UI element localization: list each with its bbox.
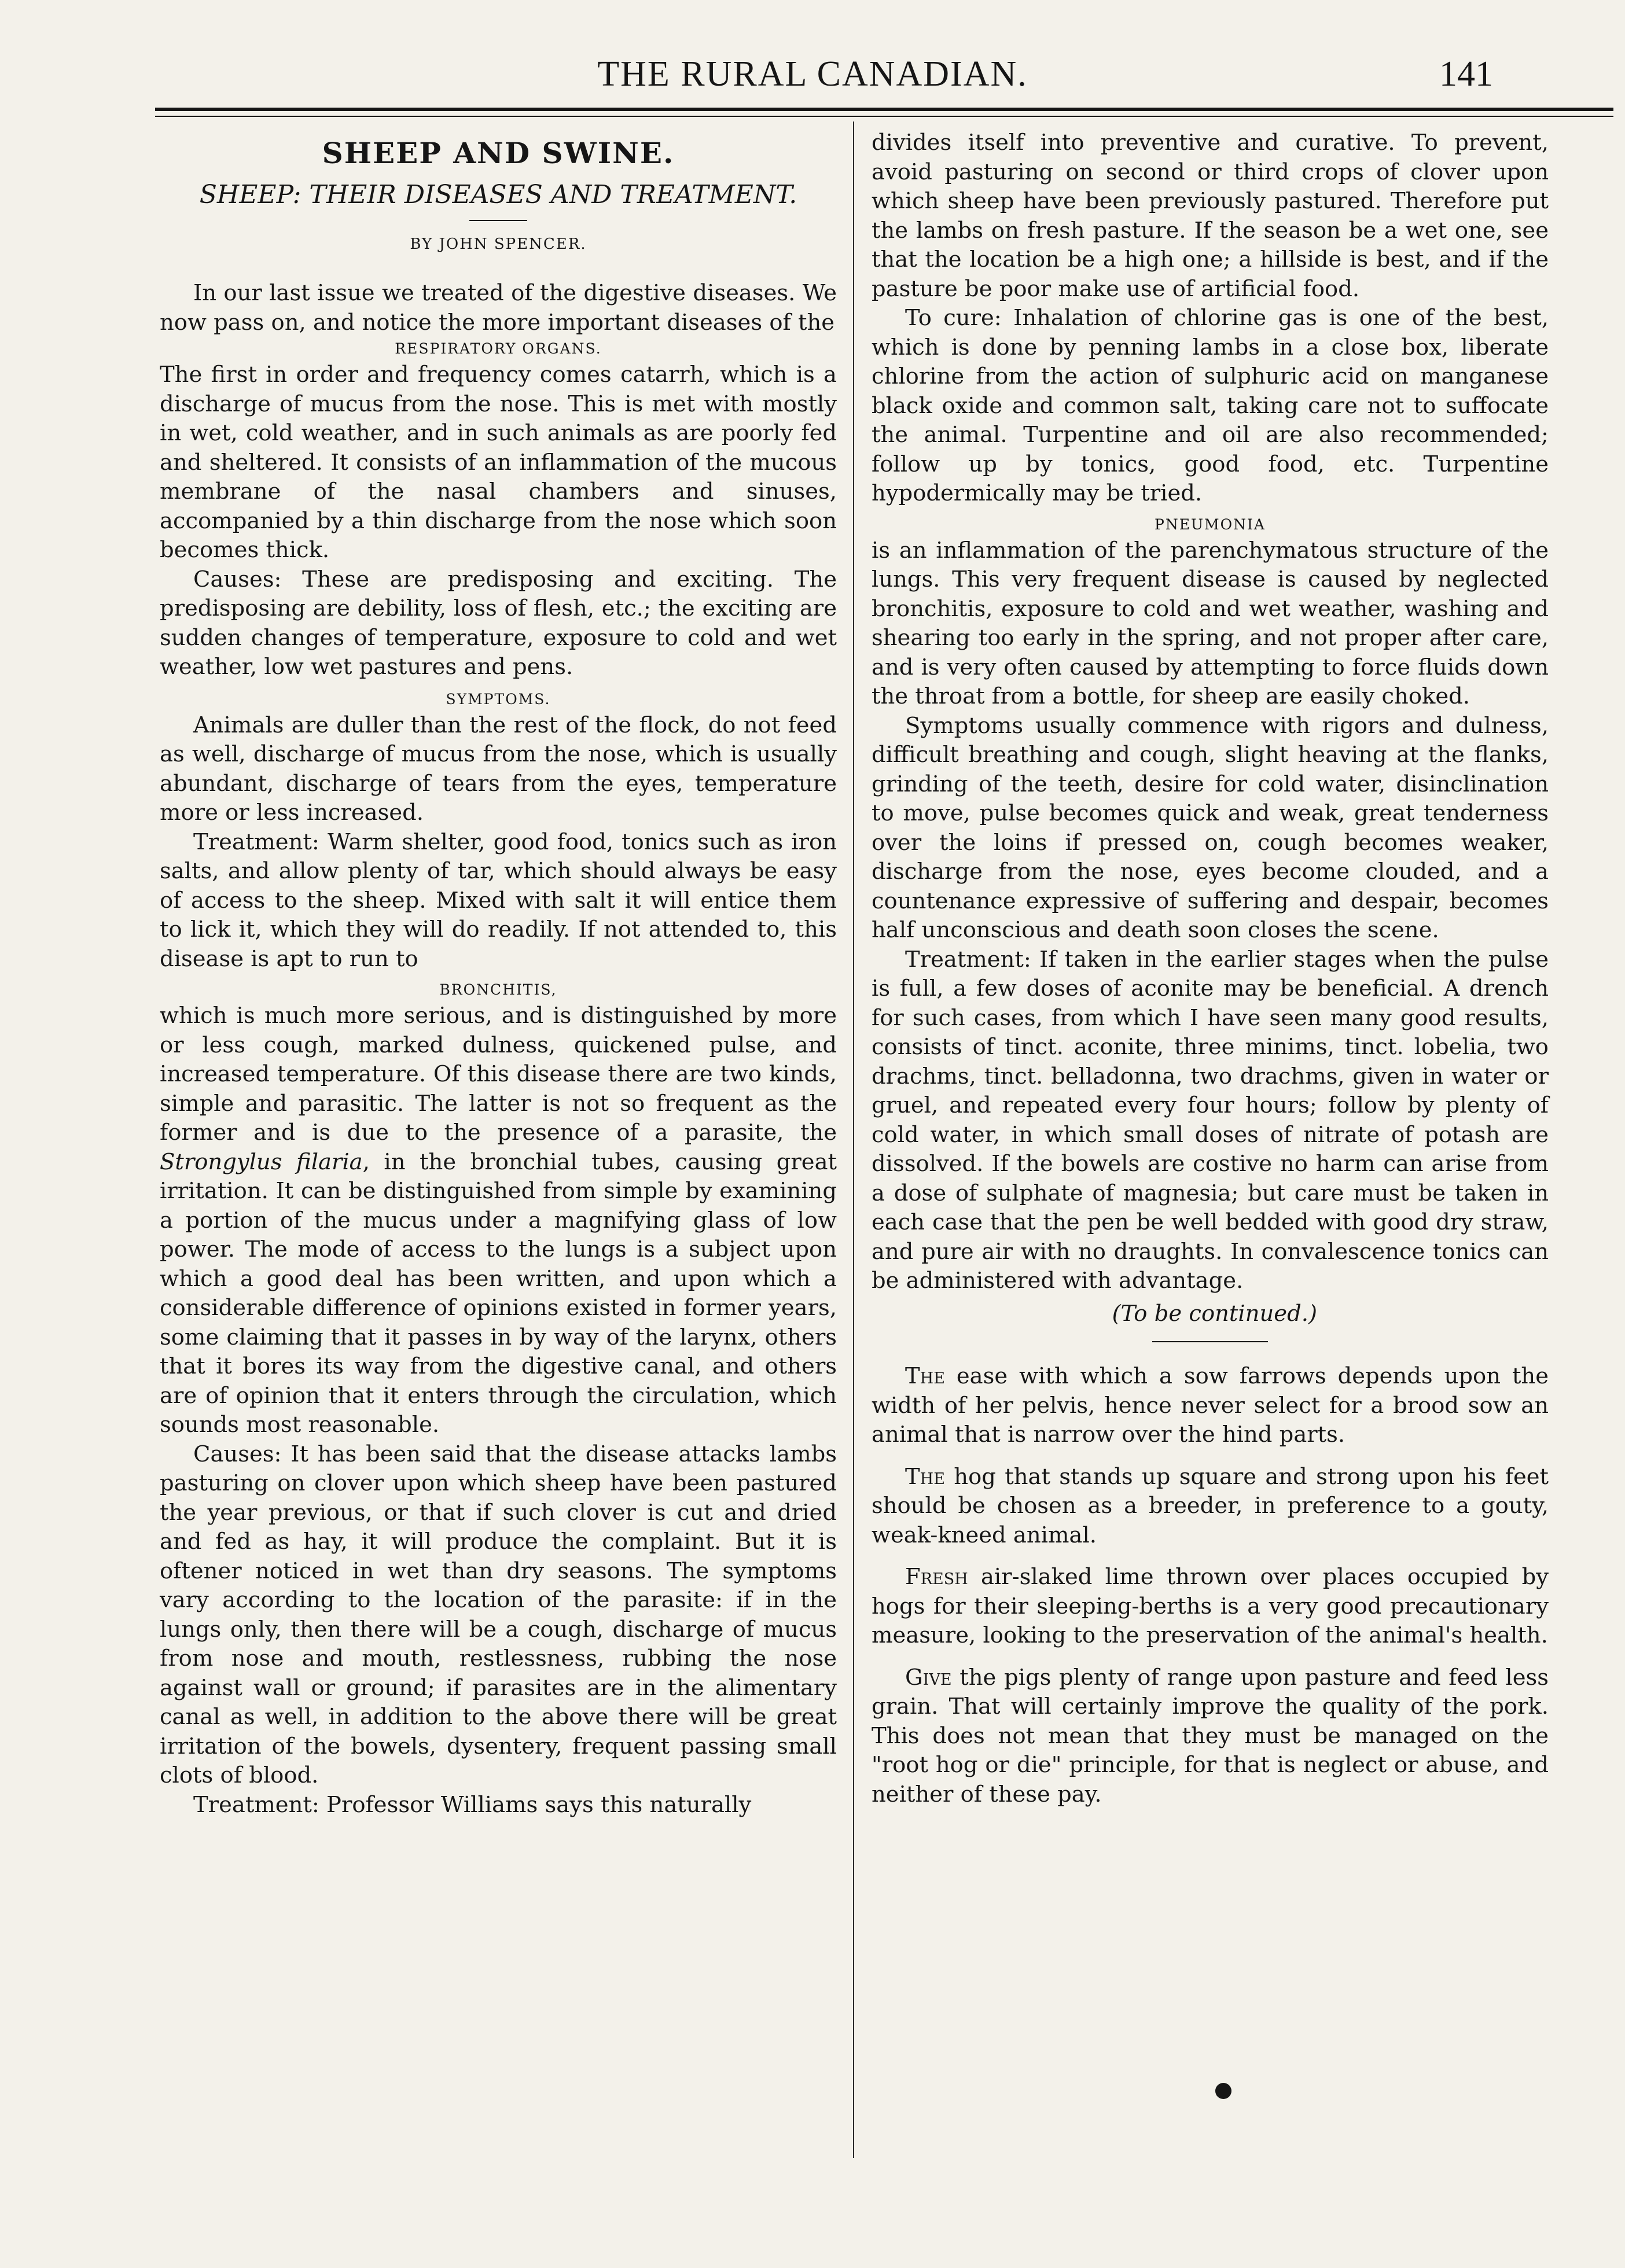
bronchitis-causes-paragraph: Causes: It has been said that the disease attacks lambs pasturing on clover upon which sheep have been pastured the year previous, or that if such clover is cut and dried and fed as hay, it will produce the complaint. But it is oftener noticed in wet than dry seasons. The symptoms vary according to the location of the parasite: if in the lungs only, then there will be a cough, discharge of mucus from nose and mouth, restlessness, rubbing the nose against wall or ground; if parasites are in the alimentary canal as well, in addition to the above there will be great irritation of the bowels, dysentery, frequent passing small clots of blood. xyxy=(160,1441,837,1788)
catarrh-paragraph: The first in order and frequency comes catarrh, which is a discharge of mucus from the nose. This is met with mostly in wet, cold weather, and in such animals as are poorly fed and sheltered. It consists of an inflammation of the mucous membrane of the nasal chambers and sinuses, accompanied by a thin discharge from the nose which soon becomes thick. xyxy=(160,362,837,563)
bronchitis-paragraph xyxy=(160,1002,837,1440)
note-lead: The xyxy=(905,1463,945,1490)
pneumonia-symptoms-paragraph: Symptoms usually commence with rigors and dulness, difficult breathing and cough, slight heaving at the flanks, grinding of the teeth, desire for cold water, disinclination to move, pulse becomes quick and weak, great tenderness over the loins if pressed on, cough becomes weaker, discharge from the nose, eyes become clouded, and a countenance expressive of suffering and despair, becomes half unconscious and death soon closes the scene. xyxy=(872,712,1549,943)
bronchitis-text-before: which is much more serious, and is distinguished by more or less cough, marked dulness, quickened pulse, and increased temperature. Of this disease there are two kinds, simple and parasitic. The latter is not so frequent as the former and is due to the presence of a parasite, the xyxy=(160,1003,837,1146)
note-text: hog that stands up square and strong upon his feet should be chosen as a breeder, in preference to a gouty, weak-kneed animal. xyxy=(872,1463,1549,1548)
section-title: SHEEP AND SWINE. xyxy=(322,136,675,170)
subhead-symptoms: SYMPTOMS. xyxy=(446,690,551,708)
title-rule xyxy=(469,220,527,221)
page-header xyxy=(0,51,1625,97)
header-rule-thin xyxy=(155,116,1613,117)
bronchitis-treatment-start: Treatment: Professor Williams says this naturally xyxy=(193,1791,752,1818)
note-text: the pigs plenty of range upon pasture and feed less grain. That will certainly improve the quality of the pork. This does not mean that they must be managed on the "root hog or die" principle, for that is neglect or abuse, and neither of these pay. xyxy=(872,1664,1549,1807)
article-separator-rule xyxy=(1152,1341,1268,1342)
column-divider xyxy=(853,122,854,2158)
note-sow-farrowing xyxy=(872,1362,1549,1450)
causes-paragraph: Causes: These are predisposing and exciting. The predisposing are debility, loss of flesh, etc.; the exciting are sudden changes of temperature, exposure to cold and wet weather, low wet pastures and pens. xyxy=(160,566,837,680)
end-mark xyxy=(1215,2083,1231,2099)
note-lead: The xyxy=(905,1363,945,1389)
treatment-paragraph: Treatment: Warm shelter, good food, tonics such as iron salts, and allow plenty of tar, which should always be easy of access to the sheep. Mixed with salt it will entice them to lick it, which they will do readily. If not attended to, this disease is apt to run to xyxy=(160,829,837,972)
article-title: SHEEP: THEIR DISEASES AND TREATMENT. xyxy=(199,180,797,209)
left-column xyxy=(160,128,837,1820)
symptoms-paragraph: Animals are duller than the rest of the flock, do not feed as well, discharge of mucus from the nose, which is usually abundant, discharge of tears from the eyes, temperature more or less increased. xyxy=(160,712,837,826)
note-text: air-slaked lime thrown over places occupied by hogs for their sleeping-berths is a very good precautionary measure, looking to the preservation of the animal's health. xyxy=(872,1564,1549,1648)
running-title: THE RURAL CANADIAN. xyxy=(597,54,1028,94)
byline: BY JOHN SPENCER. xyxy=(410,235,587,253)
subhead-pneumonia: PNEUMONIA xyxy=(1155,516,1266,533)
intro-paragraph: In our last issue we treated of the digestive diseases. We now pass on, and notice the more important diseases of the xyxy=(160,280,837,336)
note-text: ease with which a sow farrows depends upon the width of her pelvis, hence never select for a brood sow an animal that is narrow over the hind parts. xyxy=(872,1363,1549,1448)
bronchitis-text-after: , in the bronchial tubes, causing great irritation. It can be distinguished from simple by examining a portion of the mucus under a magnifying glass of low power. The mode of access to the lungs is a subject upon which a good deal has been written, and upon which a considerable difference of opinions existed in former years, some claiming that it passes in by way of the larynx, others that it bores its way from the digestive canal, and others are of opinion that it enters through the circulation, which sounds most reasonable. xyxy=(160,1148,837,1438)
subhead-respiratory: RESPIRATORY ORGANS. xyxy=(395,340,602,357)
pneumonia-paragraph: is an inflammation of the parenchymatous structure of the lungs. This very frequent disease is caused by neglected bronchitis, exposure to cold and wet weather, washing and shearing too early in the spring, and not proper after care, and is very often caused by attempting to force fluids down the throat from a bottle, for sheep are easily choked. xyxy=(872,537,1549,709)
note-lead: Fresh xyxy=(905,1564,968,1590)
subhead-bronchitis: BRONCHITIS, xyxy=(439,981,557,998)
header-rule-thick xyxy=(155,108,1613,111)
bronchitis-treatment-continued: divides itself into preventive and curative. To prevent, avoid pasturing on second or third crops of clover upon which sheep have been previously pastured. Therefore put the lambs on fresh pasture. If the season be a wet one, see that the location be a high one; a hillside is best, and if the pasture be poor make use of artificial food. xyxy=(872,130,1549,302)
note-hog-breeder xyxy=(872,1463,1549,1551)
note-pig-range xyxy=(872,1663,1549,1810)
page-number: 141 xyxy=(1439,54,1493,94)
continued-note: (To be continued.) xyxy=(1112,1300,1317,1327)
to-cure-paragraph: To cure: Inhalation of chlorine gas is one of the best, which is done by penning lambs in a close box, liberate chlorine from the action of sulphuric acid on manganese black oxide and common salt, taking care not to suffocate the animal. Turpentine and oil are also recommended; follow up by tonics, good food, etc. Turpentine hypodermically may be tried. xyxy=(872,305,1549,506)
right-column xyxy=(872,128,1549,1809)
note-lead: Give xyxy=(905,1664,952,1691)
note-slaked-lime xyxy=(872,1563,1549,1651)
pneumonia-treatment-paragraph: Treatment: If taken in the earlier stages when the pulse is full, a few doses of aconite may be beneficial. A drench for such cases, from which I have seen many good results, consists of tinct. aconite, three minims, tinct. lobelia, two drachms, tinct. belladonna, two drachms, given in water or gruel, and repeated every four hours; follow by plenty of cold water, in which small doses of nitrate of potash are dissolved. If the bowels are costive no harm can arise from a dose of sulphate of magnesia; but care must be taken in each case that the pen be well bedded with good dry straw, and pure air with no draughts. In convalescence tonics can be administered with advantage. xyxy=(872,946,1549,1294)
parasite-species-name: Strongylus filaria xyxy=(160,1148,363,1175)
